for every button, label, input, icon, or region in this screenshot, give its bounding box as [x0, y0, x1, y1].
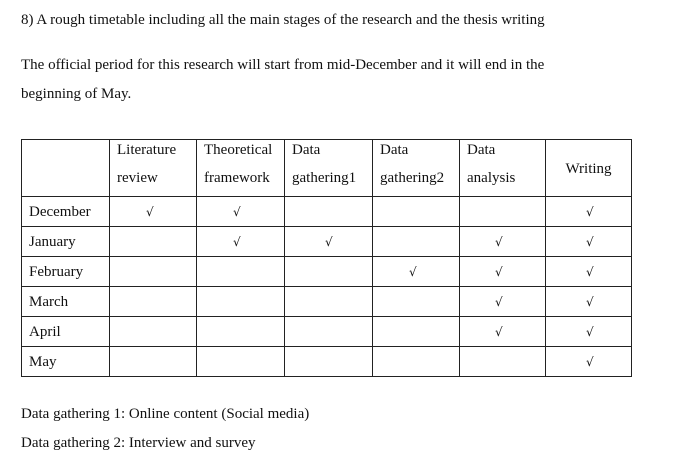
- header-label-line2: gathering2: [380, 170, 445, 186]
- check-cell: √: [197, 227, 285, 257]
- header-data-analysis: [460, 140, 546, 197]
- check-cell: [110, 257, 197, 287]
- check-cell: [373, 227, 460, 257]
- check-cell: √: [460, 287, 546, 317]
- check-cell: [110, 347, 197, 377]
- header-label-line1: Data: [467, 142, 496, 158]
- month-cell: February: [22, 257, 110, 287]
- month-cell: January: [22, 227, 110, 257]
- header-data-gathering1: [285, 140, 373, 197]
- table-row: [22, 227, 632, 257]
- check-cell: [110, 287, 197, 317]
- table-row: [22, 317, 632, 347]
- check-cell: [285, 317, 373, 347]
- footnote-data-gathering-2: Data gathering 2: Interview and survey: [21, 435, 256, 451]
- section-heading: 8) A rough timetable including all the main stages of the research and the thesis writing: [21, 12, 545, 28]
- check-cell: [460, 197, 546, 227]
- check-cell: [197, 257, 285, 287]
- check-cell: [110, 317, 197, 347]
- check-cell: √: [373, 257, 460, 287]
- table-row: [22, 257, 632, 287]
- month-cell: March: [22, 287, 110, 317]
- check-cell: √: [197, 197, 285, 227]
- header-literature-review: [110, 140, 197, 197]
- table-row: [22, 347, 632, 377]
- check-cell: [110, 227, 197, 257]
- check-cell: √: [546, 347, 632, 377]
- header-label-line2: review: [117, 170, 158, 186]
- check-cell: √: [460, 227, 546, 257]
- month-cell: April: [22, 317, 110, 347]
- check-cell: [285, 197, 373, 227]
- header-data-gathering2: [373, 140, 460, 197]
- check-cell: √: [546, 227, 632, 257]
- check-cell: [285, 287, 373, 317]
- header-label-line2: gathering1: [292, 170, 357, 186]
- timetable: [21, 139, 632, 377]
- check-cell: [197, 287, 285, 317]
- header-label-line2: analysis: [467, 170, 516, 186]
- header-label-line1: Data: [380, 142, 409, 158]
- check-cell: √: [110, 197, 197, 227]
- month-cell: May: [22, 347, 110, 377]
- check-cell: √: [285, 227, 373, 257]
- header-theoretical-framework: [197, 140, 285, 197]
- check-cell: [197, 317, 285, 347]
- month-cell: December: [22, 197, 110, 227]
- check-cell: [197, 347, 285, 377]
- header-label-line1: Data: [292, 142, 321, 158]
- header-row: [22, 140, 632, 197]
- check-cell: [373, 317, 460, 347]
- check-cell: √: [460, 257, 546, 287]
- footnote-data-gathering-1: Data gathering 1: Online content (Social media): [21, 406, 310, 422]
- paragraph-line-1: The official period for this research will start from mid-December and it will end in the: [21, 57, 545, 73]
- check-cell: √: [546, 257, 632, 287]
- check-cell: [373, 347, 460, 377]
- check-cell: [460, 347, 546, 377]
- check-cell: √: [546, 287, 632, 317]
- check-cell: √: [546, 317, 632, 347]
- paragraph-line-2: beginning of May.: [21, 86, 132, 102]
- header-label-line1: Writing: [565, 160, 612, 177]
- check-cell: [285, 347, 373, 377]
- check-cell: [285, 257, 373, 287]
- check-cell: √: [546, 197, 632, 227]
- header-label-line2: framework: [204, 170, 270, 186]
- check-cell: [373, 197, 460, 227]
- header-label-line1: Theoretical: [204, 142, 273, 158]
- header-writing: [546, 140, 632, 197]
- check-cell: [373, 287, 460, 317]
- header-empty-cell: [22, 140, 110, 197]
- table-row: [22, 197, 632, 227]
- table-row: [22, 287, 632, 317]
- check-cell: √: [460, 317, 546, 347]
- header-label-line1: Literature: [117, 142, 177, 158]
